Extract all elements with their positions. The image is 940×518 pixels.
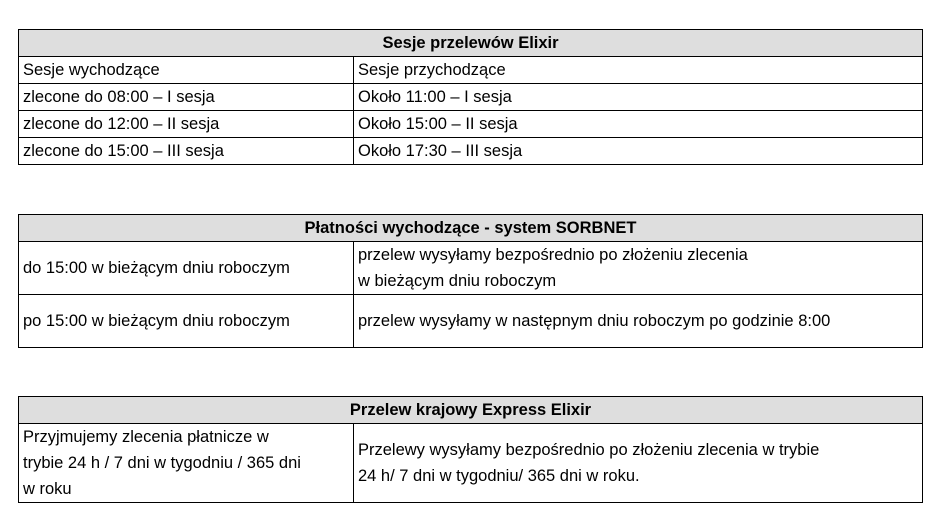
outgoing-session-cell: zlecone do 08:00 – I sesja xyxy=(19,84,354,111)
table-row xyxy=(19,57,923,84)
sorbnet-table-title: Płatności wychodzące - system SORBNET xyxy=(19,215,923,242)
incoming-session-cell: Około 15:00 – II sesja xyxy=(354,111,923,138)
sending-line: 24 h/ 7 dni w tygodniu/ 365 dni w roku. xyxy=(358,467,640,485)
description-line: w bieżącym dniu roboczym xyxy=(358,272,557,290)
description-line: przelew wysyłamy bezpośrednio po złożeniu zlecenia xyxy=(358,246,748,264)
table-row xyxy=(19,295,923,348)
sorbnet-payments-table xyxy=(18,214,923,348)
outgoing-session-cell: zlecone do 12:00 – II sesja xyxy=(19,111,354,138)
acceptance-line: Przyjmujemy zlecenia płatnicze w xyxy=(23,428,269,446)
sending-line: Przelewy wysyłamy bezpośrednio po złożeniu zlecenia w trybie xyxy=(358,441,820,459)
acceptance-line: trybie 24 h / 7 dni w tygodniu / 365 dni xyxy=(23,454,301,472)
incoming-session-cell: Około 11:00 – I sesja xyxy=(354,84,923,111)
outgoing-sessions-header: Sesje wychodzące xyxy=(19,57,354,84)
table-row xyxy=(19,84,923,111)
elixir-sessions-table xyxy=(18,29,923,165)
sorbnet-time-cell: po 15:00 w bieżącym dniu roboczym xyxy=(19,295,354,348)
elixir-table-title: Sesje przelewów Elixir xyxy=(19,30,923,57)
table-row xyxy=(19,424,923,503)
acceptance-line: w roku xyxy=(23,480,72,498)
incoming-session-cell: Około 17:30 – III sesja xyxy=(354,138,923,165)
express-acceptance-cell xyxy=(19,424,354,503)
sorbnet-time-cell: do 15:00 w bieżącym dniu roboczym xyxy=(19,242,354,295)
sorbnet-description-cell xyxy=(354,242,923,295)
table-row xyxy=(19,242,923,295)
express-table-title: Przelew krajowy Express Elixir xyxy=(19,397,923,424)
table-row xyxy=(19,111,923,138)
sorbnet-description-cell: przelew wysyłamy w następnym dniu roboczym po godzinie 8:00 xyxy=(354,295,923,348)
express-elixir-table xyxy=(18,396,923,503)
table-row xyxy=(19,138,923,165)
incoming-sessions-header: Sesje przychodzące xyxy=(354,57,923,84)
outgoing-session-cell: zlecone do 15:00 – III sesja xyxy=(19,138,354,165)
express-sending-cell xyxy=(354,424,923,503)
